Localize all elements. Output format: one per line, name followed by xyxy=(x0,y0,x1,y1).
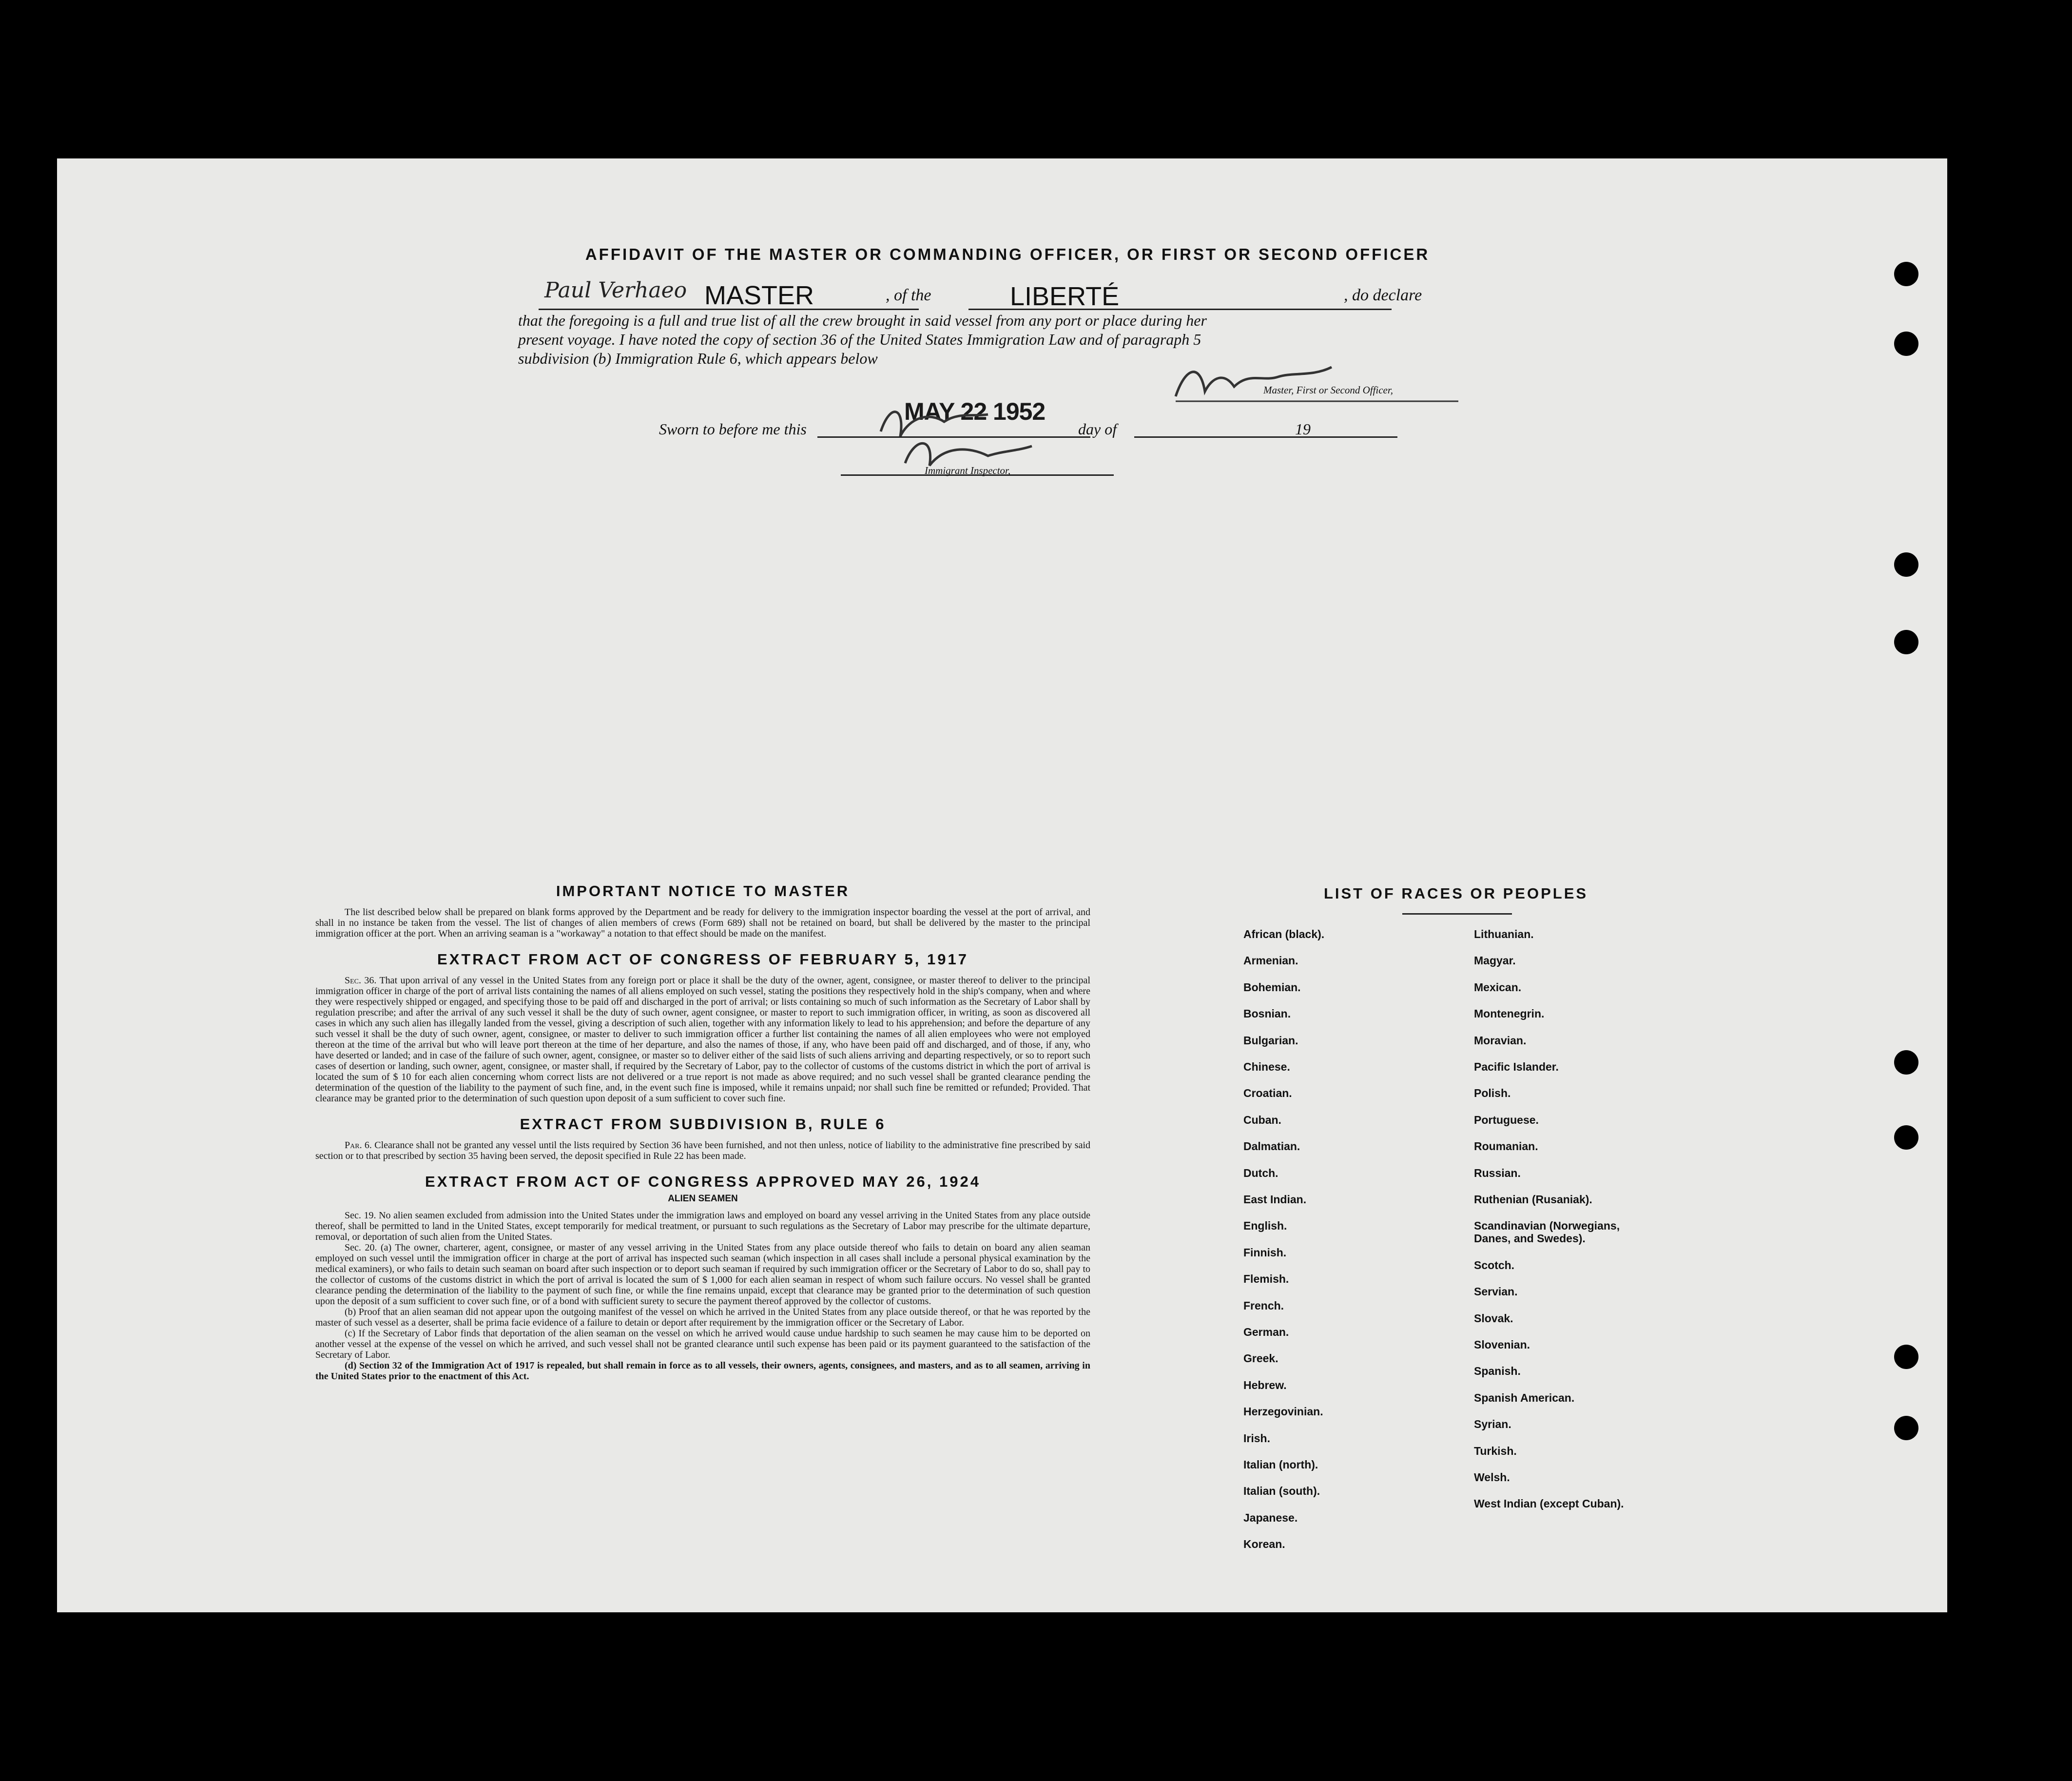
master-signature-name: Paul Verhaeo xyxy=(544,278,687,303)
race-item: Portuguese. xyxy=(1474,1113,1539,1126)
race-item: Croatian. xyxy=(1243,1087,1292,1100)
race-item: Italian (north). xyxy=(1243,1458,1318,1471)
race-item: Roumanian. xyxy=(1474,1140,1538,1153)
race-item: Chinese. xyxy=(1243,1060,1290,1073)
document-page xyxy=(57,158,1947,1612)
binder-hole xyxy=(1894,262,1918,286)
race-item: Slovak. xyxy=(1474,1311,1513,1325)
race-item: Syrian. xyxy=(1474,1418,1511,1431)
races-heading: LIST OF RACES OR PEOPLES xyxy=(1323,885,1588,902)
of-the-label: , of the xyxy=(886,286,931,304)
race-item: Spanish. xyxy=(1474,1365,1521,1378)
races-heading-rule xyxy=(1402,913,1512,915)
race-item: Bulgarian. xyxy=(1243,1034,1298,1047)
race-item: Slovenian. xyxy=(1474,1338,1530,1351)
race-item: Dutch. xyxy=(1243,1166,1278,1179)
master-signature-mark xyxy=(1166,357,1468,406)
sworn-label: Sworn to before me this xyxy=(659,420,807,438)
race-item: Greek. xyxy=(1243,1352,1278,1365)
race-item: Ruthenian (Rusaniak). xyxy=(1474,1193,1592,1206)
extract-1917-text xyxy=(315,975,1090,1104)
race-item: Russian. xyxy=(1474,1166,1521,1179)
race-item: Hebrew. xyxy=(1243,1378,1287,1391)
race-item: African (black). xyxy=(1243,928,1325,940)
inspector-signature-mark xyxy=(861,392,1105,470)
master-caption: Master, First or Second Officer, xyxy=(1263,384,1393,396)
race-item: Moravian. xyxy=(1474,1034,1527,1047)
race-item: Scotch. xyxy=(1474,1258,1515,1272)
name-rule xyxy=(539,309,919,310)
race-item: Armenian. xyxy=(1243,954,1298,967)
binder-hole xyxy=(1894,1125,1918,1150)
race-item: English. xyxy=(1243,1219,1287,1233)
notice-text: The list described below shall be prepared on blank forms approved by the Department and be ready for delivery to the immigration inspector boarding the vessel at the port of arrival, and shall in no instance be taken from the vessel. The list of changes of alien members of crews (Form 689) shall not be retained on board, but shall be delivered by the master to the principal immigration officer at the port. When an arriving seaman is a "workaway" a notation to that effect should be made on the manifest. xyxy=(315,907,1090,939)
race-item: Servian. xyxy=(1474,1285,1518,1298)
race-item: German. xyxy=(1243,1326,1289,1338)
sec-20c-text: (c) If the Secretary of Labor finds that deportation of the alien seaman on the vessel on which he arrived would cause undue hardship to such seamen he may cause him to be deported on another vessel at the expense of the vessel on which he arrived, and such vessel shall not be granted clearance until such expense has been paid or its payment guaranteed to the satisfaction of the Secretary of Labor. xyxy=(315,1328,1090,1360)
race-item: Dalmatian. xyxy=(1243,1140,1300,1153)
race-item: Flemish. xyxy=(1243,1272,1289,1286)
race-item: Scandinavian (Norwegians, Danes, and Swedes). xyxy=(1474,1219,1620,1245)
statement-line-2: present voyage. I have noted the copy of section 36 of the United States Immigration Law and of paragraph 5 xyxy=(518,331,1201,348)
race-item: Irish. xyxy=(1243,1431,1270,1445)
race-item: Pacific Islander. xyxy=(1474,1060,1559,1073)
race-item: Cuban. xyxy=(1243,1113,1281,1126)
inspector-caption: Immigrant Inspector, xyxy=(925,465,1011,476)
race-item: Finnish. xyxy=(1243,1246,1287,1259)
binder-hole xyxy=(1894,552,1918,577)
statement-line-1: that the foregoing is a full and true list of all the crew brought in said vessel from any port or place during her xyxy=(518,312,1207,329)
day-of-label: day of xyxy=(1078,420,1117,438)
race-item: Turkish. xyxy=(1474,1444,1517,1457)
alien-seamen-subheading: ALIEN SEAMEN xyxy=(668,1194,738,1204)
race-item: Japanese. xyxy=(1243,1511,1298,1524)
race-item: Mexican. xyxy=(1474,980,1522,994)
race-item: Magyar. xyxy=(1474,954,1516,967)
race-item: Montenegrin. xyxy=(1474,1007,1545,1020)
extract-1917-heading: EXTRACT FROM ACT OF CONGRESS OF FEBRUARY 5, 1917 xyxy=(437,951,968,968)
binder-hole xyxy=(1894,1050,1918,1075)
date-stamp: MAY 22 1952 xyxy=(904,398,1046,425)
binder-hole xyxy=(1894,332,1918,356)
race-item: Bohemian. xyxy=(1243,980,1301,994)
race-item: Korean. xyxy=(1243,1538,1285,1551)
notice-column xyxy=(315,882,1090,1382)
vessel-rule xyxy=(968,309,1392,310)
rule-6-body: Clearance shall not be granted any vessel until the lists required by Section 36 have been furnished, and not then unless, notice of liability to the administrative fine prescribed by said section or to that prescribed by section 35 having been served, the deposit specified in Rule 22 has been made. xyxy=(315,1140,1091,1161)
sec-20d-text: (d) Section 32 of the Immigration Act of 1917 is repealed, but shall remain in force as to all vessels, their owners, agents, consignees, and masters, and as to all seamen, arriving in the United States prior to the enactment of this Act. xyxy=(315,1360,1090,1382)
year-rule xyxy=(1317,436,1390,438)
binder-hole xyxy=(1894,630,1918,654)
race-item: Polish. xyxy=(1474,1087,1511,1100)
race-item: French. xyxy=(1243,1299,1284,1312)
race-item: Italian (south). xyxy=(1243,1485,1320,1498)
vessel-name: LIBERTÉ xyxy=(1010,282,1120,311)
race-item: Herzegovinian. xyxy=(1243,1405,1323,1418)
sec-19-text: Sec. 19. No alien seamen excluded from admission into the United States under the immigration laws and employed on board any vessel arriving in the United States from any place outside thereof, shall be permitted to land in the United States, except temporarily for medical treatment, or pursuant to such regulations as the Secretary of Labor may prescribe for the ultimate departure, removal, or deportation of such alien from the United States. xyxy=(315,1210,1090,1242)
extract-1924-heading: EXTRACT FROM ACT OF CONGRESS APPROVED MAY 26, 1924 xyxy=(425,1173,981,1190)
notice-heading: IMPORTANT NOTICE TO MASTER xyxy=(556,882,850,900)
sec-20b-text: (b) Proof that an alien seaman did not appear upon the outgoing manifest of the vessel on which he arrived in the United States from any place outside thereof, or that he was reported by the master of such vessel as a deserter, shall be prima facie evidence of a failure to detain or deport after requirement by the immigration officer or the Secretary of Labor. xyxy=(315,1307,1090,1328)
extract-1917-body: That upon arrival of any vessel in the United States from any foreign port or place it shall be the duty of the owner, agent, consignee, or master thereof to deliver to the principal immigration officer in charge of the port of arrival lists containing the names of all aliens employed on such vessel, stating the positions they respectively hold in the ship's company, when and where they were respectively shipped or engaged, and specifying those to be paid off and discharged in the port of arrival; or lists containing so much of such information as the Secretary of Labor shall by regulation prescribe; and after the arrival of any such vessel it shall be the duty of such owner, agent consignee, or master to report to such immigration officer, in writing, as soon as discovered all cases in which any such alien has illegally landed from the vessel, giving a description of such alien, together with any information likely to lead to his apprehension; and before the departure of any such vessel it shall be the duty of such owner, agent, consignee, or master to deliver to such immigration officer a further list containing the names of all alien employees who were not employed thereon at the time of the arrival but who will leave port thereon at the time of her departure, and also the names of those, if any, who have been paid off and discharged, and of those, if any, who have deserted or landed; and in case of the failure of such owner, agent, consignee, or master so to deliver either of the said lists of such aliens arriving and departing respectively, or so to report such cases of desertion or landing, such owner, agent, consignee, or master shall, if required by the Secretary of Labor, pay to the collector of customs of the customs district in which the port of arrival is located the sum of $ 10 for each alien concerning whom correct lists are not delivered or a true report is not made as above required; and no such vessel shall be granted clearance pending the determination of the question of the liability to the payment of such fine, and, in the event such fine is imposed, while it remains unpaid; nor shall such fine be remitted or refunded; Provided. That clearance may be granted prior to the determination of such question upon deposit of a sum sufficient to cover such fine. xyxy=(315,975,1090,1104)
do-declare-label: , do declare xyxy=(1344,286,1422,304)
master-role: MASTER xyxy=(704,281,814,310)
sworn-rule xyxy=(817,436,1090,438)
binder-hole xyxy=(1894,1416,1918,1440)
race-item: Lithuanian. xyxy=(1474,928,1534,940)
statement-line-3: subdivision (b) Immigration Rule 6, which appears below xyxy=(518,350,878,367)
race-item: Welsh. xyxy=(1474,1471,1510,1484)
year-prefix: 19 xyxy=(1295,420,1311,438)
race-item: East Indian. xyxy=(1243,1193,1307,1206)
binder-hole xyxy=(1894,1345,1918,1369)
rule-6-heading: EXTRACT FROM SUBDIVISION B, RULE 6 xyxy=(520,1116,886,1133)
race-item: Spanish American. xyxy=(1474,1391,1575,1404)
race-item: Bosnian. xyxy=(1243,1007,1291,1020)
affidavit-title: AFFIDAVIT OF THE MASTER OR COMMANDING OFFICER, OR FIRST OR SECOND OFFICER xyxy=(585,245,1430,263)
rule-6-section: Par. 6. xyxy=(345,1140,372,1151)
race-item: West Indian (except Cuban). xyxy=(1474,1497,1624,1510)
sec-20a-text: Sec. 20. (a) The owner, charterer, agent, consignee, or master of any vessel arriving in the United States from any place outside thereof who fails to detain on board any alien seaman employed on such vessel until the immigration officer in charge at the port of arrival has inspected such seaman (which inspection in all cases shall include a personal physical examination by the medical examiners), or who fails to detain such seaman on board after such inspection or to deport such seaman if required by such immigration officer or the Secretary of Labor to do so, shall pay to the collector of customs of the customs district in which the port of arrival is located the sum of $ 1,000 for each alien seaman in respect of whom such failure occurs. No vessel shall be granted clearance pending the determination of the liability to the payment of such fine, or while the fine remains unpaid, except that clearance may be granted prior to the determination of such question upon the deposit of a sum sufficient to cover such fine, or of a bond with sufficient surety to secure the payment thereof approved by the collector of customs. xyxy=(315,1242,1090,1307)
extract-1917-section: Sec. 36. xyxy=(345,975,377,986)
rule-6-text xyxy=(315,1140,1090,1161)
